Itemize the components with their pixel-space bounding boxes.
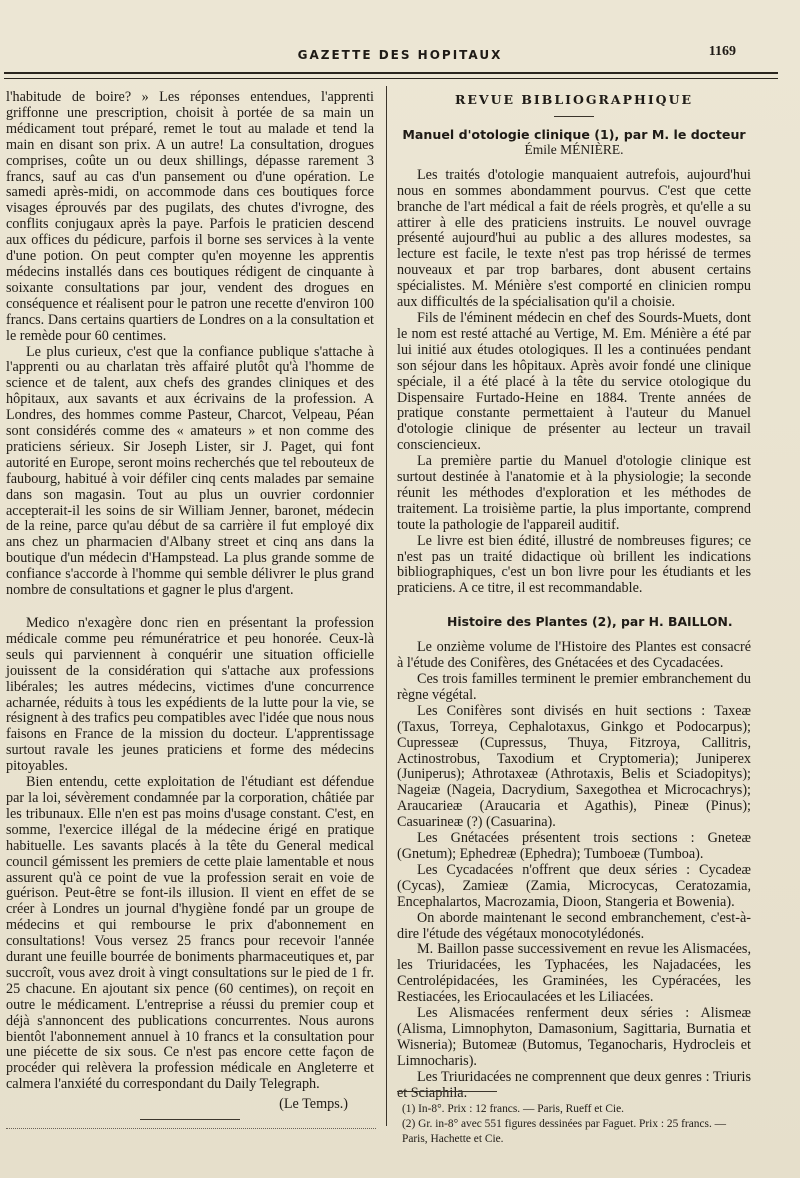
end-rule <box>140 1119 240 1120</box>
page-number: 1169 <box>708 44 736 59</box>
footnote: (2) Gr. in-8° avec 551 figures dessinées par Faguet. Prix : 25 francs. — Paris, Hachette et Cie. <box>402 1118 727 1145</box>
review-paragraph: Les traités d'otologie manquaient autrefois, aujourd'hui nous en sommes abondamment pourvus. C'est que cette branche de l'art médical a fait de réels progrès, et qu'elle a su attirer à elle des praticiens instruits. Le nouvel ouvrage présenté aujourd'hui au public a des allures modestes, sa lecture est facile, le texte n'est pas trop hérissé de termes nouveaux et par trop barbares, dont abusent certains spécialistes. M. Ménière s'est comporté en clinicien rompu aux difficultés de la spécialisation qu'il a choisie. <box>397 166 751 311</box>
review-paragraph: Fils de l'éminent médecin en chef des Sourds-Muets, dont le nom est resté attaché au Vertige, M. Em. Ménière a été par lui initié aux études otologiques. Il les a continuées pendant son séjour dans les hôpitaux. Après avoir fondé une clinique spéciale, il a été placé à la tête du service otologique du Dispensaire Furtado-Heine en 1884. Trente années de pratique constante permettaient à l'auteur du Manuel d'otologie clinique de présenter au lecteur un travail consciencieux. <box>397 309 751 454</box>
header-rule-thick <box>4 72 778 74</box>
paragraph-gap <box>397 597 751 614</box>
review-heading: Histoire des Plantes (2), par H. BAILLON. <box>447 614 733 630</box>
review-paragraph: Ces trois familles terminent le premier embranchement du règne végétal. <box>397 671 751 703</box>
review-author: Émile MÉNIÈRE. <box>524 141 624 157</box>
article-paragraph: Bien entendu, cette exploitation de l'étudiant est défendue par la loi, sévèrement condamnée par la corporation, châtiée par les tribunaux. Elle n'en est pas moins d'usage constant. C'est, en somme, l'exercice illégal de la médecine érigé en pratique habituelle. Les savants placés à la tête du General medical council gémissent les premiers de cette plaie lamentable et nous assurent qu'à ce point de vue la profession serait en voie de guérison. Peut-être se font-ils illusion. Il vient en effet de se créer à Londres un journal d'hygiène fondé par un groupe de médecins et qui rembourse le prix d'abonnement en consultations! Vous versez 25 francs pour recevoir l'année durant une feuille bourrée de boniments pharmaceutiques et, par succroît, vous avez droit à vingt consultations sur le pied de 1 fr. 25 chacune. En ajoutant six pence (60 centimes), on reçoit en outre le médicament. L'entreprise a réussi du premier coup et déjà s'annoncent des publications concurrentes. Nous aurons bientôt l'abonnement annuel à 10 francs et la consultation pour une piécette de six sous. Ce n'est pas encore cette façon de procéder qui relèvera la profession médicale en Angleterre et calmera l'anxiété du correspondant du Daily Telegraph. <box>6 774 374 1093</box>
article-source: (Le Temps.) <box>279 1096 348 1113</box>
section-title: REVUE BIBLIOGRAPHIQUE <box>454 92 694 107</box>
review-paragraph: On aborde maintenant le second embranchement, c'est-à-dire l'étude des végétaux monocotylédonés. <box>397 909 751 942</box>
article-paragraph: l'habitude de boire? » Les réponses entendues, l'apprenti griffonne une prescription, choisit à portée de sa main un médicament tout préparé, remet le tout au malade et tend la main en disant son prix. A un autre! La consultation, drogues comprises, coûte un ou deux shillings, dépasse rarement 3 francs, sauf au cas d'un pansement ou d'une opération. Le samedi après-midi, on accommode dans ces boutiques force visages éprouvés par des pugilats, des chutes d'ivrogne, des conflits conjugaux après la paye. Parfois le praticien descend aux offices du pédicure, parfois il borne ses services à la vente d'une potion. On peut compter qu'en moyenne les apprentis médecins installés dans ces boutiques rédigent de cinquante à soixante consultations par jour, vendent des drogues en conséquence et réalisent pour le patron une recette d'environ 100 francs. Dans certains quartiers de Londres on a la consultation et le remède pour 60 centimes. <box>6 89 374 344</box>
paragraph-gap <box>6 599 374 616</box>
footnote: (1) In-8°. Prix : 12 francs. — Paris, Rueff et Cie. <box>402 1103 624 1115</box>
header-rule-thin <box>4 78 778 79</box>
right-column <box>397 90 751 1101</box>
review-paragraph: Le onzième volume de l'Histoire des Plantes est consacré à l'étude des Conifères, des Gnétacées et des Cycadacées. <box>397 639 751 672</box>
article-paragraph: Le plus curieux, c'est que la confiance publique s'attache à l'apprenti ou au charlatan très affairé plutôt qu'à l'homme de science et de talent, aux chefs des grandes cliniques et des hôpitaux, aux savants et aux écrivains de la profession. A Londres, des hommes comme Pasteur, Charcot, Velpeau, Péan sont considérés comme des « amateurs » et non comme des praticiens sérieux. Sir Joseph Lister, sir J. Paget, qui font autorité en Europe, seront moins recherchés que tel rebouteux de faubourg, habitué à voir défiler cinq cents malades par semaine dans son magasin. Tout au plus un ouvrier cordonnier accepterait-il les soins de sir William Jenner, baronet, médecin de la reine, parce qu'au début de sa carrière il fut employé dix ans chez un pharmacien d'Albany street et cinq ans dans la boutique d'un médecin d'Hampstead. La plus grande somme de confiance s'accorde à l'homme qui semble délivrer le plus grand nombre de consultations et gagner le plus d'argent. <box>6 343 374 599</box>
review-paragraph: Les Triuridacées ne comprennent que deux genres : Triuris et Sciaphila. <box>397 1068 751 1101</box>
left-column <box>6 90 374 1120</box>
footnote-rule <box>397 1091 497 1092</box>
page-header <box>0 44 800 68</box>
bottom-dotted-rule <box>6 1128 376 1129</box>
column-divider <box>386 86 387 1126</box>
review-paragraph: La première partie du Manuel d'otologie clinique est surtout destinée à l'anatomie et à la physiologie; la seconde réunit les méthodes d'exploration et les méthodes de traitement. La troisième partie, la plus importante, comprend toute la pathologie de l'appareil auditif. <box>397 453 751 533</box>
publication-title: GAZETTE DES HOPITAUX <box>297 48 503 62</box>
review-paragraph: Les Gnétacées présentent trois sections : Gneteæ (Gnetum); Ephedreæ (Ephedra); Tumboeæ (Tumboa). <box>397 830 751 862</box>
review-paragraph: Les Conifères sont divisés en huit sections : Taxeæ (Taxus, Torreya, Cephalotaxus, Ginkgo et Podocarpus); Cupresseæ (Cupressus, Thuya, Fitzroya, Callitris, Actinostrobus, Taxodium et Cryptomeria); Juniperex (Juniperus); Athrotaxeæ (Athrotaxis, Belis et Sciadopitys); Nageiæ (Nageia, Dacrydium, Saxegothea et Microcachrys); Araucarieæ (Araucaria et Agathis), Pineæ (Pinus); Casuarineæ (?) (Casuarina). <box>397 702 751 831</box>
review-paragraph: M. Baillon passe successivement en revue les Alismacées, les Triuridacées, les Typhacées, les Najadacées, les Centrolépidacées, les Graminées, les Cypéracées, les Restiacées, les Eriocaulacées et les Liliacées. <box>397 941 751 1006</box>
review-paragraph: Les Cycadacées n'offrent que deux séries : Cycadeæ (Cycas), Zamieæ (Zamia, Microcycas, Ceratozamia, Encephalartos, Macrozamia, Dioon, Stangeria et Bowenia). <box>397 861 751 910</box>
review-paragraph: Le livre est bien édité, illustré de nombreuses figures; ce n'est pas un traité didactique où brillent les indications bibliographiques, c'est un bon livre pour les étudiants et les praticiens. A ce titre, il est recommandable. <box>397 532 751 597</box>
review-heading: Manuel d'otologie clinique (1), par M. le docteur <box>402 126 746 142</box>
section-rule <box>554 116 594 117</box>
footnotes <box>402 1102 752 1147</box>
review-paragraph: Les Alismacées renferment deux séries : Alismeæ (Alisma, Limnophyton, Damasonium, Sagittaria, Burnatia et Wisneria); Butomeæ (Butomus, Teganocharis, Hydrocleis et Limnocharis). <box>397 1005 751 1069</box>
article-paragraph: Medico n'exagère donc rien en présentant la profession médicale comme peu rémunératrice et peu honorée. Ceux-là seuls qui parviennent à conquérir une situation officielle jouissent de la considération qui s'attache aux professions libérales; les autres médecins, victimes d'une concurrence acharnée, réduits à tous les expédients de la lutte pour la vie, se résignent à des trafics peu compatibles avec l'idée que nous nous faisons en France de la mission du docteur. L'apprentissage surtout ravale les jeunes praticiens et forme des médecins pitoyables. <box>6 615 374 775</box>
